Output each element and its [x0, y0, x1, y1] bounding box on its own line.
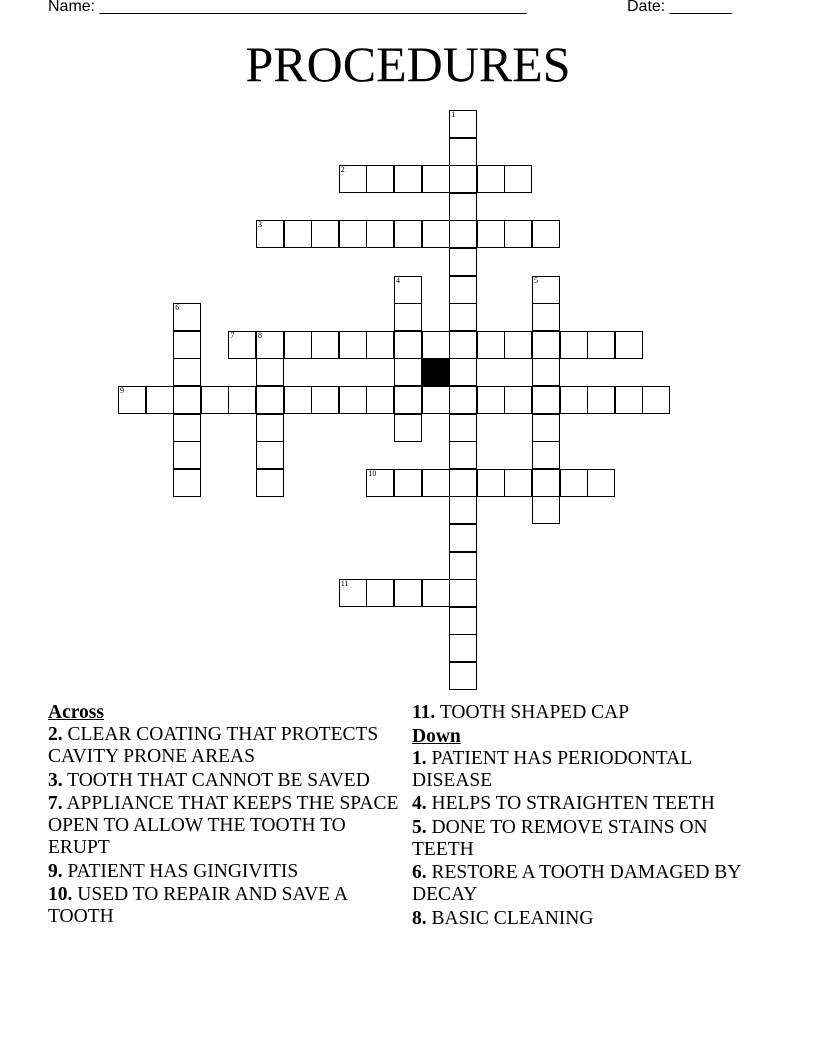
crossword-cell[interactable]	[587, 469, 615, 497]
clue-number-label: 3	[258, 220, 262, 230]
crossword-cell[interactable]	[449, 193, 477, 221]
crossword-cell[interactable]	[394, 303, 422, 331]
crossword-cell[interactable]	[394, 579, 422, 607]
crossword-cell[interactable]	[394, 331, 422, 359]
across-clues	[48, 702, 408, 930]
clue-number-label: 11	[340, 579, 349, 589]
crossword-cell[interactable]	[394, 469, 422, 497]
crossword-cell[interactable]	[449, 552, 477, 580]
down-clue	[412, 817, 742, 861]
crossword-cell[interactable]	[532, 276, 560, 304]
crossword-cell[interactable]	[339, 165, 367, 193]
crossword-cell[interactable]	[560, 469, 588, 497]
crossword-cell[interactable]	[311, 386, 339, 414]
crossword-cell[interactable]	[532, 220, 560, 248]
crossword-cell[interactable]	[394, 276, 422, 304]
crossword-cell[interactable]	[449, 276, 477, 304]
crossword-cell[interactable]	[422, 165, 450, 193]
crossword-cell[interactable]	[560, 331, 588, 359]
crossword-cell[interactable]	[449, 579, 477, 607]
clue-text: TOOTH SHAPED CAP	[439, 702, 630, 723]
crossword-cell[interactable]	[449, 496, 477, 524]
date-field-label: Date: _______	[627, 0, 732, 15]
crossword-cell[interactable]	[394, 358, 422, 386]
crossword-cell[interactable]	[339, 331, 367, 359]
clue-text: HELPS TO STRAIGHTEN TEETH	[431, 793, 715, 814]
clue-text: APPLIANCE THAT KEEPS THE SPACE OPEN TO ALLOW THE TOOTH TO ERUPT	[48, 793, 399, 858]
crossword-cell[interactable]	[284, 331, 312, 359]
clue-number: 3.	[48, 769, 63, 791]
clue-number: 9.	[48, 860, 63, 882]
crossword-cell[interactable]	[256, 358, 284, 386]
clue-number: 1.	[412, 747, 427, 769]
clue-text: CLEAR COATING THAT PROTECTS CAVITY PRONE AREAS	[48, 724, 379, 767]
crossword-cell[interactable]	[477, 469, 505, 497]
crossword-cell[interactable]	[311, 331, 339, 359]
clue-number-label: 5	[534, 275, 538, 285]
crossword-cell[interactable]	[173, 386, 201, 414]
across-clue	[48, 861, 408, 883]
crossword-cell[interactable]	[173, 441, 201, 469]
crossword-cell[interactable]	[449, 469, 477, 497]
clue-number-label: 4	[396, 275, 400, 285]
clue-number: 10.	[48, 884, 73, 905]
crossword-cell[interactable]	[256, 441, 284, 469]
crossword-cell[interactable]	[532, 303, 560, 331]
crossword-cell[interactable]	[587, 386, 615, 414]
crossword-cell[interactable]	[394, 220, 422, 248]
crossword-cell[interactable]	[173, 469, 201, 497]
crossword-cell[interactable]	[532, 496, 560, 524]
crossword-cell[interactable]	[449, 303, 477, 331]
crossword-cell[interactable]	[532, 358, 560, 386]
crossword-cell[interactable]	[256, 414, 284, 442]
clue-text: USED TO REPAIR AND SAVE A TOOTH	[48, 884, 347, 927]
blocked-cell	[422, 358, 450, 386]
crossword-cell[interactable]	[449, 220, 477, 248]
crossword-cell[interactable]	[256, 220, 284, 248]
crossword-cell[interactable]	[449, 358, 477, 386]
clue-number-label: 6	[175, 303, 180, 313]
crossword-cell[interactable]	[560, 386, 588, 414]
crossword-cell[interactable]	[449, 662, 477, 690]
crossword-cell[interactable]	[146, 386, 174, 414]
crossword-cell[interactable]	[449, 248, 477, 276]
crossword-cell[interactable]	[173, 303, 201, 331]
crossword-cell[interactable]	[449, 331, 477, 359]
clue-number: 2.	[48, 724, 63, 745]
crossword-cell[interactable]	[394, 414, 422, 442]
clue-number: 8.	[412, 907, 427, 929]
clue-number-label: 7	[230, 330, 235, 340]
crossword-cell[interactable]	[449, 138, 477, 166]
crossword-cell[interactable]	[477, 331, 505, 359]
down-heading: Down	[412, 725, 461, 747]
crossword-cell[interactable]	[532, 331, 560, 359]
crossword-cell[interactable]	[504, 331, 532, 359]
crossword-cell[interactable]	[118, 386, 146, 414]
crossword-cell[interactable]	[449, 110, 477, 138]
crossword-cell[interactable]	[504, 469, 532, 497]
crossword-cell[interactable]	[532, 414, 560, 442]
crossword-cell[interactable]	[228, 386, 256, 414]
crossword-cell[interactable]	[339, 386, 367, 414]
down-clue	[412, 793, 742, 815]
crossword-cell[interactable]	[532, 386, 560, 414]
clue-number: 5.	[412, 816, 427, 838]
clue-number: 7.	[48, 793, 63, 814]
across-heading: Across	[48, 702, 104, 723]
crossword-cell[interactable]	[422, 579, 450, 607]
name-field-label: Name: ________________________________________________	[48, 0, 527, 15]
crossword-cell[interactable]	[504, 386, 532, 414]
crossword-cell[interactable]	[284, 220, 312, 248]
clue-text: TOOTH THAT CANNOT BE SAVED	[67, 769, 370, 791]
clue-text: PATIENT HAS GINGIVITIS	[67, 860, 299, 882]
crossword-cell[interactable]	[615, 386, 643, 414]
crossword-cell[interactable]	[228, 331, 256, 359]
across-clue	[412, 702, 742, 724]
crossword-cell[interactable]	[615, 331, 643, 359]
crossword-cell[interactable]	[449, 414, 477, 442]
crossword-cell[interactable]	[366, 331, 394, 359]
crossword-cell[interactable]	[366, 165, 394, 193]
crossword-cell[interactable]	[449, 524, 477, 552]
crossword-cell[interactable]	[201, 386, 229, 414]
crossword-cell[interactable]	[422, 469, 450, 497]
crossword-cell[interactable]	[173, 358, 201, 386]
crossword-cell[interactable]	[366, 579, 394, 607]
clue-number-label: 8	[258, 330, 262, 340]
crossword-cell[interactable]	[449, 386, 477, 414]
clue-text: RESTORE A TOOTH DAMAGED BY DECAY	[412, 862, 741, 905]
crossword-cell[interactable]	[504, 165, 532, 193]
down-clue	[412, 862, 742, 906]
clue-number-label: 9	[120, 386, 124, 395]
crossword-cell[interactable]	[394, 386, 422, 414]
crossword-cell[interactable]	[477, 386, 505, 414]
crossword-cell[interactable]	[449, 607, 477, 635]
crossword-cell[interactable]	[366, 469, 394, 497]
crossword-cell[interactable]	[449, 165, 477, 193]
crossword-cell[interactable]	[366, 386, 394, 414]
clue-number-label: 1	[451, 110, 456, 119]
crossword-cell[interactable]	[339, 579, 367, 607]
clue-number: 11.	[412, 702, 436, 723]
crossword-cell[interactable]	[311, 220, 339, 248]
clue-text: DONE TO REMOVE STAINS ON TEETH	[412, 816, 708, 860]
crossword-cell[interactable]	[394, 165, 422, 193]
across-clue	[48, 770, 408, 792]
clue-number: 4.	[412, 793, 427, 814]
crossword-cell[interactable]	[422, 331, 450, 359]
crossword-cell[interactable]	[587, 331, 615, 359]
clue-text: BASIC CLEANING	[431, 907, 594, 929]
down-clue	[412, 748, 742, 792]
crossword-cell[interactable]	[504, 220, 532, 248]
down-clue	[412, 908, 742, 930]
crossword-cell[interactable]	[339, 220, 367, 248]
crossword-cell[interactable]	[477, 220, 505, 248]
page-title: PROCEDURES	[245, 36, 571, 92]
crossword-cell[interactable]	[532, 441, 560, 469]
crossword-cell[interactable]	[449, 634, 477, 662]
crossword-cell[interactable]	[642, 386, 670, 414]
across-clue	[48, 793, 408, 859]
across-clue	[48, 724, 408, 768]
crossword-cell[interactable]	[256, 331, 284, 359]
crossword-cell[interactable]	[449, 441, 477, 469]
crossword-cell[interactable]	[422, 220, 450, 248]
clue-number-label: 10	[368, 468, 377, 478]
crossword-cell[interactable]	[532, 469, 560, 497]
crossword-cell[interactable]	[477, 165, 505, 193]
across-clue	[48, 884, 408, 928]
crossword-cell[interactable]	[256, 469, 284, 497]
crossword-cell[interactable]	[256, 386, 284, 414]
crossword-cell[interactable]	[284, 386, 312, 414]
crossword-cell[interactable]	[366, 220, 394, 248]
crossword-cell[interactable]	[173, 331, 201, 359]
clue-column-right	[412, 702, 742, 931]
crossword-cell[interactable]	[173, 414, 201, 442]
clue-number-label: 2	[340, 165, 345, 175]
clue-text: PATIENT HAS PERIODONTAL DISEASE	[412, 747, 692, 791]
clue-number: 6.	[412, 862, 427, 883]
crossword-cell[interactable]	[422, 386, 450, 414]
